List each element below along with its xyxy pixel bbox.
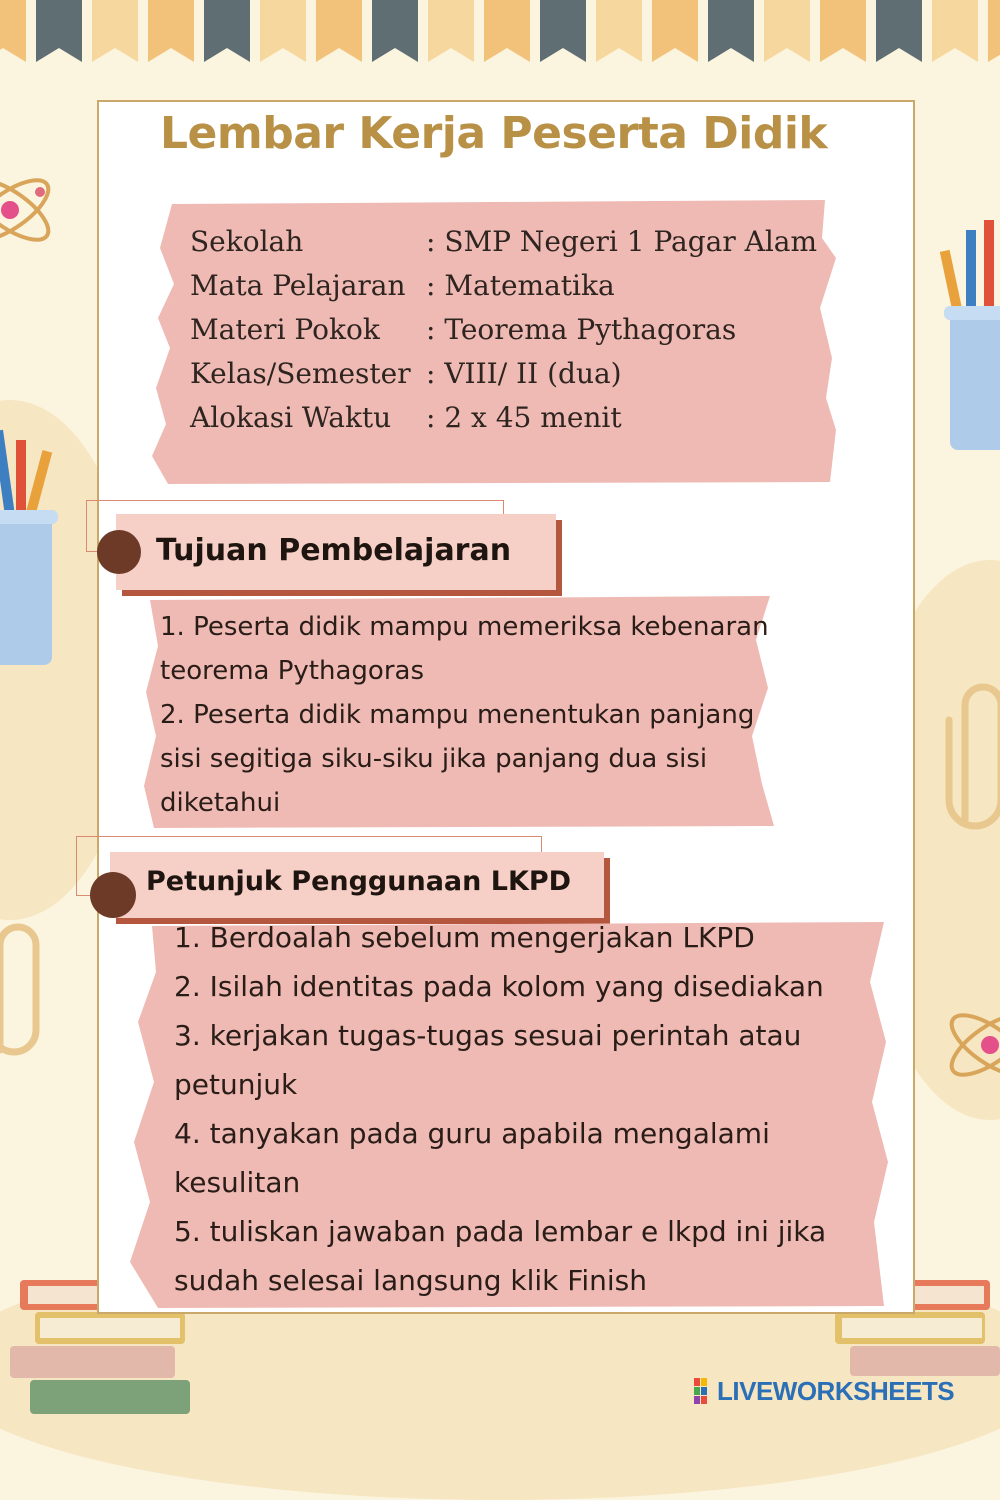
bunting-flag: [92, 0, 138, 62]
info-value: : VIII/ II (dua): [426, 357, 622, 390]
bunting-flag: [708, 0, 754, 62]
info-row: [190, 313, 736, 357]
bunting-flag: [876, 0, 922, 62]
section-title-petunjuk: Petunjuk Penggunaan LKPD: [146, 866, 572, 897]
info-value: : Teorema Pythagoras: [426, 313, 737, 346]
liveworksheets-logo[interactable]: [694, 1374, 954, 1408]
info-row: [190, 269, 615, 313]
liveworksheets-logo-text: LIVEWORKSHEETS: [717, 1375, 955, 1406]
petunjuk-line: 3. kerjakan tugas-tugas sesuai perintah atau: [174, 1019, 802, 1052]
tujuan-line: sisi segitiga siku-siku jika panjang dua sisi: [160, 744, 708, 774]
bunting-flag: [988, 0, 1000, 62]
info-row: [190, 225, 817, 269]
info-label: Materi Pokok: [190, 313, 380, 346]
info-label: Alokasi Waktu: [190, 401, 392, 434]
tujuan-line: diketahui: [160, 788, 281, 818]
info-value: : SMP Negeri 1 Pagar Alam: [426, 225, 818, 258]
info-label: Kelas/Semester: [190, 357, 411, 390]
petunjuk-line: 2. Isilah identitas pada kolom yang disediakan: [174, 970, 824, 1003]
petunjuk-line: kesulitan: [174, 1166, 301, 1199]
bunting-flag: [0, 0, 26, 62]
info-row: [190, 401, 622, 445]
bullet-dot: [97, 530, 141, 574]
bunting-flag: [204, 0, 250, 62]
bunting-flag: [36, 0, 82, 62]
atom-icon: [935, 990, 1000, 1100]
bunting-flags: [0, 0, 1000, 80]
bunting-flag: [932, 0, 978, 62]
info-label: Mata Pelajaran: [190, 269, 406, 302]
info-row: [190, 357, 622, 401]
liveworksheets-logo-icon: [694, 1378, 714, 1404]
bunting-flag: [652, 0, 698, 62]
info-value: : 2 x 45 menit: [426, 401, 622, 434]
info-value: : Matematika: [426, 269, 615, 302]
pencil-cup-icon: [0, 420, 70, 670]
bunting-flag: [820, 0, 866, 62]
bunting-flag: [484, 0, 530, 62]
bunting-flag: [148, 0, 194, 62]
page-title: Lembar Kerja Peserta Didik: [160, 108, 828, 159]
bunting-flag: [260, 0, 306, 62]
tujuan-line: 2. Peserta didik mampu menentukan panjang: [160, 700, 755, 730]
info-label: Sekolah: [190, 225, 304, 258]
bunting-flag: [428, 0, 474, 62]
bunting-flag: [372, 0, 418, 62]
petunjuk-line: 4. tanyakan pada guru apabila mengalami: [174, 1117, 770, 1150]
pencil-cup-icon: [940, 210, 1000, 460]
bunting-flag: [540, 0, 586, 62]
petunjuk-line: 1. Berdoalah sebelum mengerjakan LKPD: [174, 921, 755, 954]
bullet-dot: [90, 872, 136, 918]
tujuan-line: teorema Pythagoras: [160, 656, 424, 686]
petunjuk-line: petunjuk: [174, 1068, 298, 1101]
tujuan-line: 1. Peserta didik mampu memeriksa kebenaran: [160, 612, 769, 642]
bunting-flag: [316, 0, 362, 62]
paperclip-icon: [0, 920, 50, 1060]
section-title-tujuan: Tujuan Pembelajaran: [156, 533, 512, 568]
petunjuk-line: sudah selesai langsung klik Finish: [174, 1264, 647, 1297]
bunting-flag: [596, 0, 642, 62]
bunting-flag: [764, 0, 810, 62]
atom-icon: [0, 150, 70, 270]
petunjuk-line: 5. tuliskan jawaban pada lembar e lkpd ini jika: [174, 1215, 827, 1248]
paperclip-icon: [935, 680, 1000, 830]
